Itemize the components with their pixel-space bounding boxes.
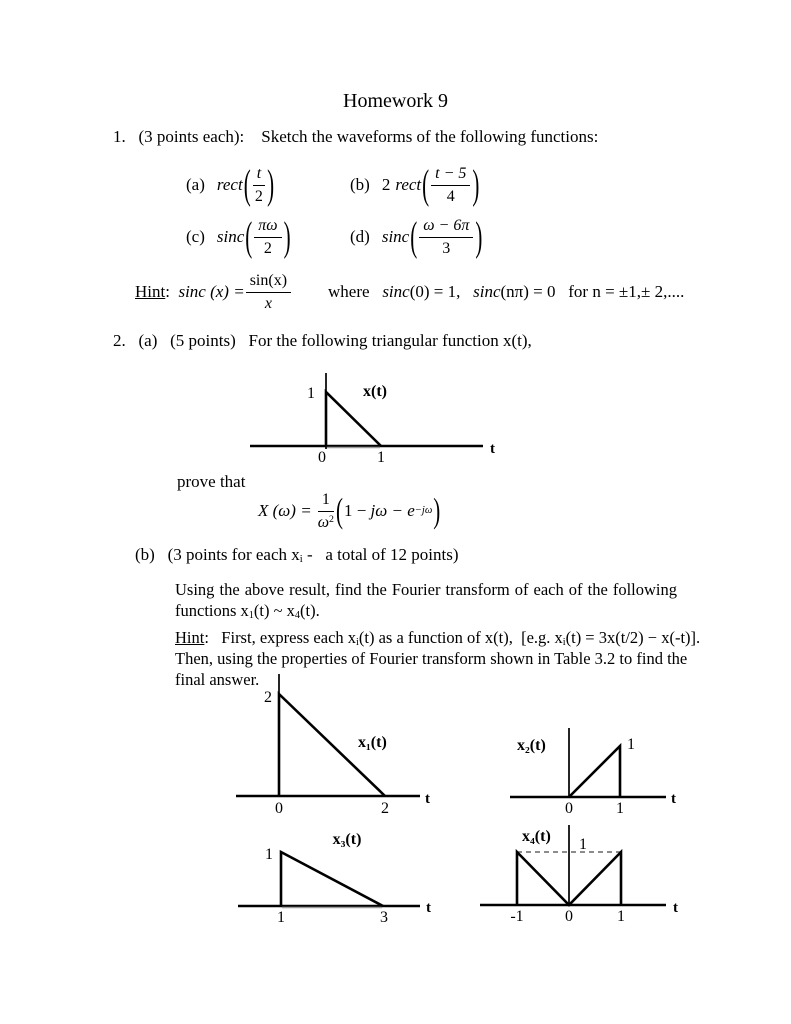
paragraph-line: Using the above result, find the Fourier transform of each of the following xyxy=(175,580,677,599)
figure-label: -1 xyxy=(510,908,524,925)
fraction: $\frac{\pi\omega}{2}$ xyxy=(254,216,281,257)
figure-label: 0 xyxy=(565,800,573,817)
right-paren: ) xyxy=(283,212,291,260)
hint-word: Hint xyxy=(175,628,205,647)
hint-word: Hint xyxy=(135,282,166,301)
figure-label: 3 xyxy=(380,909,388,926)
figure-x4 xyxy=(480,825,678,925)
omega: ω xyxy=(317,513,329,531)
where-word: where xyxy=(328,282,383,301)
figure-label: x₁(t) xyxy=(358,734,387,751)
left-paren: ( xyxy=(243,160,251,208)
b-heading-text: (b) (3 points for each x xyxy=(135,545,300,564)
part-a-label: (a) xyxy=(186,175,205,194)
text: (t) as a function of x(t), [e.g. x xyxy=(358,628,563,647)
sinc-zero-value: (0) = 1, xyxy=(409,282,474,301)
figure-xt xyxy=(250,373,495,466)
problem1-heading: 1. (3 points each): Sketch the waveforms of the following functions: xyxy=(113,127,599,146)
part-c-label: (c) xyxy=(186,227,205,246)
problem2-heading: 2. (a) (5 points) For the following triangular function x(t), xyxy=(113,331,532,350)
figure-label: 0 xyxy=(275,800,283,817)
hint-line: final answer. xyxy=(175,670,260,689)
figure-label: 1 xyxy=(277,909,285,926)
figure-label: 1 xyxy=(377,449,385,466)
figure-label: 1 xyxy=(627,736,635,753)
b-heading-text: - a total of 12 points) xyxy=(302,545,459,564)
signal-waveform xyxy=(326,392,381,446)
formula-lhs: X (ω) = xyxy=(258,501,312,520)
subscript-i: i xyxy=(299,553,303,565)
subscript-i: i xyxy=(356,636,359,648)
figure-x3 xyxy=(238,831,431,926)
figure-label: t xyxy=(673,900,678,916)
right-paren: ) xyxy=(433,490,441,530)
part-b-label: (b) xyxy=(350,175,370,194)
signal-waveform xyxy=(569,746,620,797)
figure-label: x₃(t) xyxy=(332,831,362,848)
figure-label: 0 xyxy=(565,908,573,925)
hint-line: Then, using the properties of Fourier transform shown in Table 3.2 to find the xyxy=(175,649,688,668)
fraction: $\frac{1}{\omega^2}$ xyxy=(317,491,334,531)
figure-label: 1 xyxy=(307,385,315,402)
function-name: rect xyxy=(395,175,422,194)
text: (t). xyxy=(300,601,320,620)
left-paren: ( xyxy=(422,160,430,208)
left-paren: ( xyxy=(335,490,343,530)
figure-label: 0 xyxy=(318,449,326,466)
page-title: Homework 9 xyxy=(343,90,448,112)
left-paren: ( xyxy=(410,212,418,260)
right-paren: ) xyxy=(472,160,480,208)
subscript-i: i xyxy=(562,636,566,648)
figure-x1 xyxy=(236,674,430,817)
fraction: $\frac{\sin(x)}{x}$ xyxy=(246,271,291,312)
function-name: sinc xyxy=(381,227,410,246)
formula-term-1: 1 − xyxy=(343,501,371,520)
figure-label: t xyxy=(425,791,430,807)
figure-label: 2 xyxy=(264,689,272,706)
subscript-4: 4 xyxy=(294,609,301,621)
fourier-transform-formula: X (ω) = $\frac{1}{\omega^2}$ ( 1 − jω − e −jω ) xyxy=(258,490,441,531)
fraction: $\frac{t}{2}$ xyxy=(253,164,265,205)
sinc-npi-value: (nπ) = 0 for n = ±1,± 2,.... xyxy=(500,282,685,301)
hint-colon: : xyxy=(165,282,179,301)
figure-label: t xyxy=(426,900,431,916)
figure-label: x₄(t) xyxy=(522,828,551,845)
formula-term-2: jω − e xyxy=(370,501,415,520)
prove-that-text: prove that xyxy=(177,472,246,491)
figure-label: 2 xyxy=(381,800,389,817)
figure-label: t xyxy=(490,441,495,457)
figure-label: 1 xyxy=(616,800,624,817)
sinc-definition-lhs: sinc (x) = xyxy=(178,282,245,301)
fraction: $\frac{t - 5}{4}$ xyxy=(431,164,470,205)
figure-label: 1 xyxy=(617,908,625,925)
fraction: $\frac{\omega - 6\pi}{3}$ xyxy=(419,216,473,257)
function-name: rect xyxy=(216,175,243,194)
coefficient: 2 xyxy=(381,175,391,194)
figure-label: x₂(t) xyxy=(517,737,546,754)
right-paren: ) xyxy=(267,160,275,208)
figure-label: 1 xyxy=(265,846,273,863)
text: (t) = 3x(t/2) − x(-t)]. xyxy=(565,628,701,647)
subscript-1: 1 xyxy=(248,609,254,621)
squared-exponent: 2 xyxy=(328,513,334,525)
figure-x2 xyxy=(510,728,676,817)
sinc-word: sinc xyxy=(473,282,501,301)
text: : First, express each x xyxy=(204,628,357,647)
function-name: sinc xyxy=(216,227,245,246)
text: (t) ~ x xyxy=(253,601,295,620)
right-paren: ) xyxy=(475,212,483,260)
part-d-label: (d) xyxy=(350,227,370,246)
figure-label: x(t) xyxy=(363,383,387,400)
signal-waveform xyxy=(281,852,383,906)
left-paren: ( xyxy=(245,212,253,260)
sinc-word: sinc xyxy=(382,282,410,301)
figure-label: 1 xyxy=(579,836,587,853)
figure-label: t xyxy=(671,791,676,807)
text: functions x xyxy=(175,601,249,620)
